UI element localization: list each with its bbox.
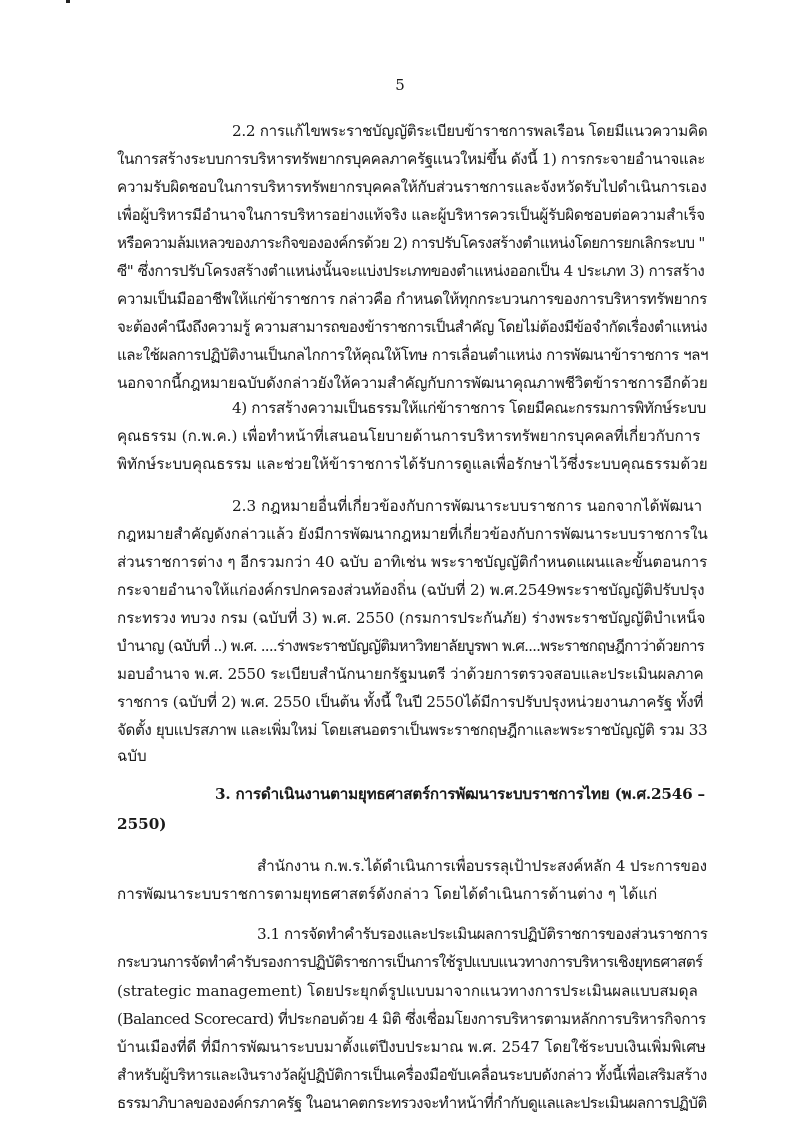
section-2-3-line-2: กฎหมายสำคัญดังกล่าวแล้ว ยังมีการพัฒนากฎหมายที่เกี่ยวข้องกับการพัฒนาระบบราชการใน [117, 525, 708, 543]
section-3-1-line-2: กระบวนการจัดทำคำรับรองการปฏิบัติราชการเป็นการใช้รูปแบบแนวทางการบริหารเชิงยุทธศาสตร์ [117, 953, 703, 971]
section-3-1-line-1: 3.1 การจัดทำคำรับรองและประเมินผลการปฏิบัติราชการของส่วนราชการ [257, 925, 708, 943]
section-3-1-line-6: สำหรับผู้บริหารและเงินรางวัลผู้ปฏิบัติการเป็นเครื่องมือขับเคลื่อนระบบดังกล่าว ทั้งนี้เพื่อเสริมสร้าง [117, 1066, 707, 1084]
section-2-2-line-5: หรือความล้มเหลวของภาระกิจขององค์กรด้วย 2) การปรับโครงสร้างตำแหน่งโดยการยกเลิกระบบ " [117, 234, 705, 252]
section-2-2-line-3: ความรับผิดชอบในการบริหารทรัพยากรบุคคลให้กับส่วนราชการและจังหวัดรับไปดำเนินการเอง [117, 178, 707, 196]
section-3-heading-cont: 2550) [117, 815, 167, 833]
section-2-2-line-11: 4) การสร้างความเป็นธรรมให้แก่ข้าราชการ โดยมีคณะกรรมการพิทักษ์ระบบ [232, 399, 706, 417]
section-2-3-line-9: จัดตั้ง ยุบแปรสภาพ และเพิ่มใหม่ โดยเสนอตราเป็นพระราชกฤษฎีกาและพระราชบัญญัติ รวม 33 [117, 721, 708, 739]
scan-mark [66, 0, 70, 3]
section-2-2-line-12: คุณธรรม (ก.พ.ค.) เพื่อทำหน้าที่เสนอนโยบายด้านการบริหารทรัพยากรบุคคลที่เกี่ยวกับการ [117, 427, 701, 445]
section-3-intro-line-1: สำนักงาน ก.พ.ร.ได้ดำเนินการเพื่อบรรลุเป้าประสงค์หลัก 4 ประการของ [257, 857, 707, 875]
section-2-2-line-1: 2.2 การแก้ไขพระราชบัญญัติระเบียบข้าราชการพลเรือน โดยมีแนวความคิด [232, 122, 708, 140]
section-3-heading: 3. การดำเนินงานตามยุทธศาสตร์การพัฒนาระบบราชการไทย (พ.ศ.2546 – [215, 785, 705, 803]
section-2-2-line-8: จะต้องคำนึงถึงความรู้ ความสามารถของข้าราชการเป็นสำคัญ โดยไม่ต้องมีข้อจำกัดเรื่องตำแหน่ง [117, 318, 707, 336]
section-2-2-line-7: ความเป็นมืออาชีพให้แก่ข้าราชการ กล่าวคือ กำหนดให้ทุกกระบวนการของการบริหารทรัพยากร [117, 290, 707, 308]
section-2-3-line-6: บำนาญ (ฉบับที่ ..) พ.ศ. ....ร่างพระราชบัญญัติมหาวิทยาลัยบูรพา พ.ศ....พระราชกฤษฎีกาว่าด้วยการ [117, 637, 705, 655]
section-2-3-line-10: ฉบับ [117, 747, 147, 765]
section-2-3-line-1: 2.3 กฎหมายอื่นที่เกี่ยวข้องกับการพัฒนาระบบราชการ นอกจากได้พัฒนา [232, 497, 703, 515]
section-2-3-line-4: กระจายอำนาจให้แก่องค์กรปกครองส่วนท้องถิ่น (ฉบับที่ 2) พ.ศ.2549พระราชบัญญัติปรับปรุง [117, 581, 705, 599]
section-3-intro-line-2: การพัฒนาระบบราชการตามยุทธศาสตร์ดังกล่าว โดยได้ดำเนินการด้านต่าง ๆ ได้แก่ [117, 885, 658, 903]
section-2-2-line-6: ซี" ซึ่งการปรับโครงสร้างตำแหน่งนั้นจะแบ่งประเภทของตำแหน่งออกเป็น 4 ประเภท 3) การสร้าง [117, 262, 705, 280]
section-2-2-line-4: เพื่อผู้บริหารมีอำนาจในการบริหารอย่างแท้จริง และผู้บริหารควรเป็นผู้รับผิดชอบต่อความสำเร็จ [117, 206, 705, 224]
section-2-3-line-7: มอบอำนาจ พ.ศ. 2550 ระเบียบสำนักนายกรัฐมนตรี ว่าด้วยการตรวจสอบและประเมินผลภาค [117, 665, 704, 683]
section-2-3-line-8: ราชการ (ฉบับที่ 2) พ.ศ. 2550 เป็นต้น ทั้งนี้ ในปี 2550ได้มีการปรับปรุงหน่วยงานภาครัฐ ทั้งที่ [117, 693, 704, 711]
section-3-1-line-5: บ้านเมืองที่ดี ที่มีการพัฒนาระบบมาตั้งแต่ปีงบประมาณ พ.ศ. 2547 โดยใช้ระบบเงินเพิ่มพิเศษ [117, 1038, 706, 1056]
section-2-3-line-5: กระทรวง ทบวง กรม (ฉบับที่ 3) พ.ศ. 2550 (กรมการประกันภัย) ร่างพระราชบัญญัติบำเหน็จ [117, 609, 706, 627]
section-3-1-line-4: (Balanced Scorecard) ที่ประกอบด้วย 4 มิติ ซึ่งเชื่อมโยงการบริหารตามหลักการบริหารกิจการ [117, 1010, 706, 1028]
page-number: 5 [395, 76, 405, 94]
section-2-2-line-9: และใช้ผลการปฏิบัติงานเป็นกลไกการให้คุณให้โทษ การเลื่อนตำแหน่ง การพัฒนาข้าราชการ ฯลฯ [117, 346, 708, 364]
section-3-1-line-7: ธรรมาภิบาลขององค์กรภาครัฐ ในอนาคตกระทรวงจะทำหน้าที่กำกับดูแลและประเมินผลการปฏิบัติ [117, 1094, 707, 1112]
section-3-1-line-3: (strategic management) โดยประยุกต์รูปแบบมาจากแนวทางการประเมินผลแบบสมดุล [117, 982, 698, 1000]
section-2-2-line-10: นอกจากนี้กฎหมายฉบับดังกล่าวยังให้ความสำคัญกับการพัฒนาคุณภาพชีวิตข้าราชการอีกด้วย [117, 374, 708, 392]
section-2-2-line-13: พิทักษ์ระบบคุณธรรม และช่วยให้ข้าราชการได้รับการดูแลเพื่อรักษาไว้ซึ่งระบบคุณธรรมด้วย [117, 455, 708, 473]
section-2-2-line-2: ในการสร้างระบบการบริหารทรัพยากรบุคคลภาครัฐแนวใหม่ขึ้น ดังนี้ 1) การกระจายอำนาจและ [117, 150, 705, 168]
section-2-3-line-3: ส่วนราชการต่าง ๆ อีกรวมกว่า 40 ฉบับ อาทิเช่น พระราชบัญญัติกำหนดแผนและขั้นตอนการ [117, 553, 708, 571]
